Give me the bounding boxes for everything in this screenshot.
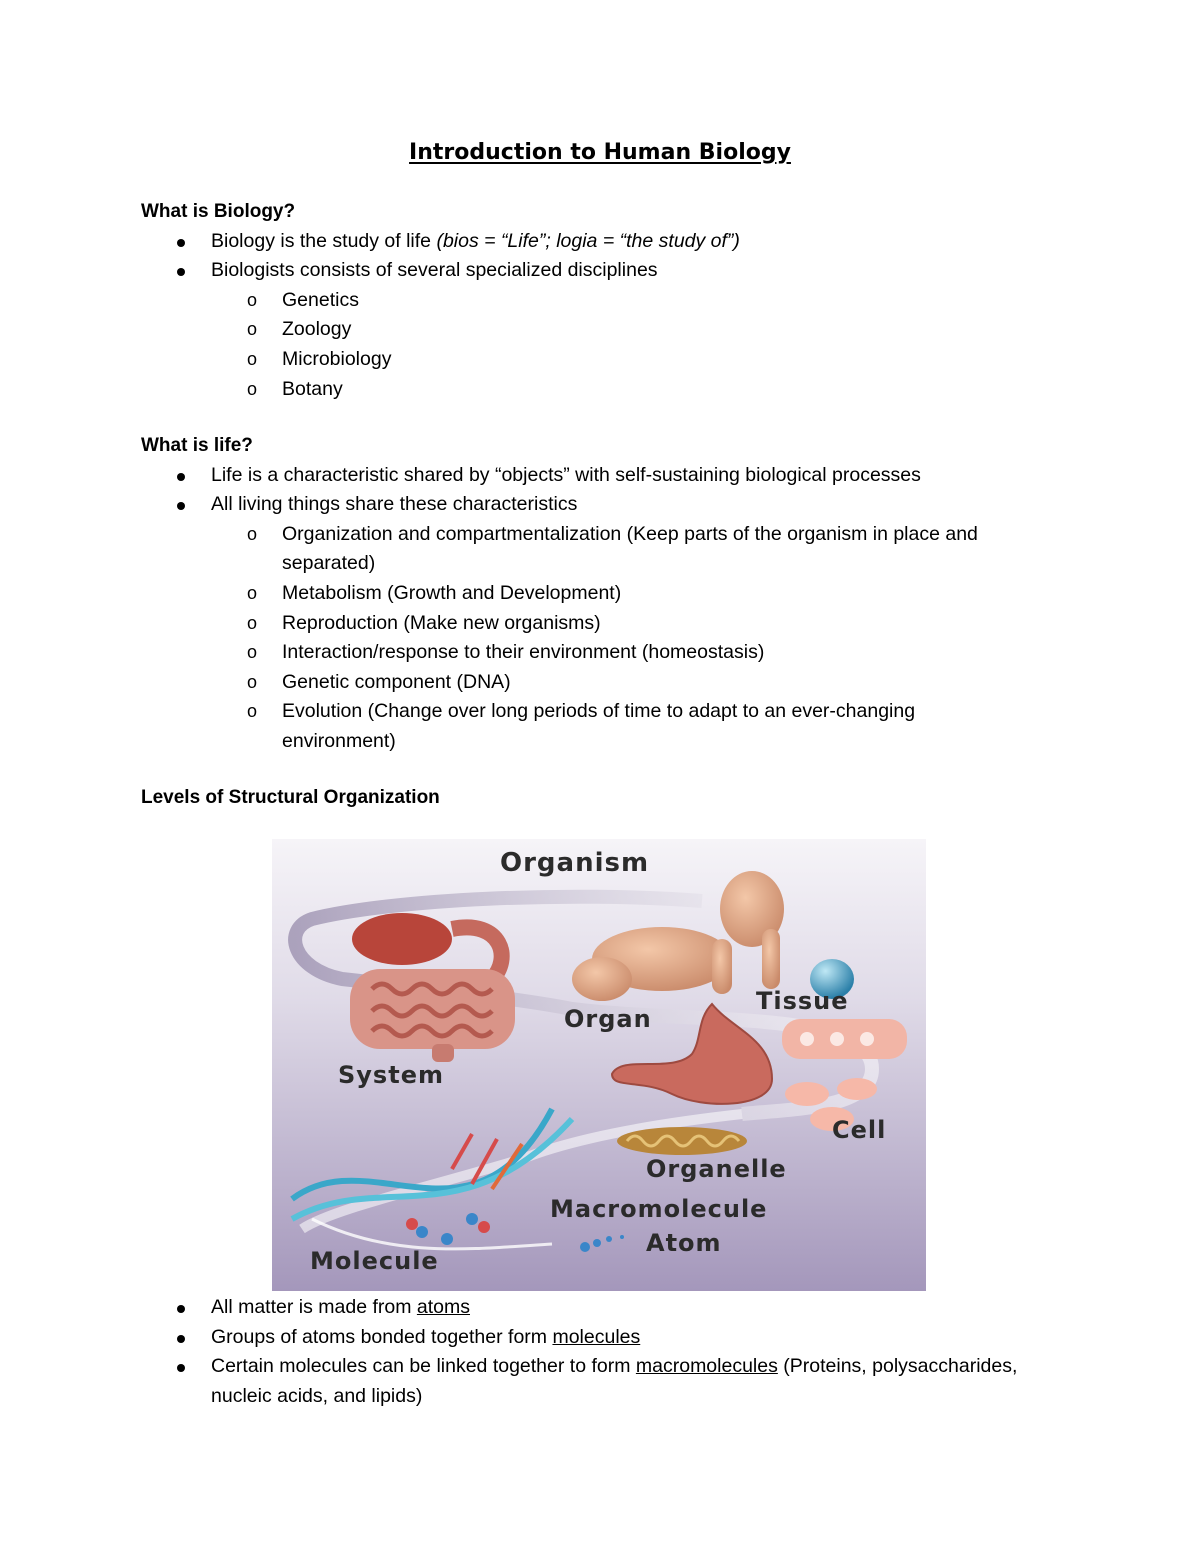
list-item: o Zoology — [247, 318, 352, 341]
label-cell: Cell — [832, 1116, 887, 1144]
bullet-list — [141, 1293, 1021, 1411]
label-organism: Organism — [500, 848, 650, 878]
discipline-genetics: Genetics — [282, 288, 359, 311]
tissue-icon — [782, 1019, 907, 1059]
term-macromolecules: macromolecules — [635, 1355, 778, 1378]
discipline-list — [141, 286, 740, 404]
bullet-text: Biologists consists of several specialized disciplines — [211, 259, 658, 282]
list-item — [141, 1352, 1021, 1411]
bullet-list — [141, 227, 740, 286]
list-item: o Genetics — [247, 288, 359, 311]
list-item — [141, 227, 740, 257]
list-item — [141, 490, 1071, 520]
label-organelle: Organelle — [646, 1155, 787, 1183]
bullet-text: Biology is the study of life — [211, 229, 437, 252]
label-molecule: Molecule — [310, 1247, 439, 1275]
section-levels — [141, 783, 440, 813]
label-tissue: Tissue — [756, 987, 849, 1015]
list-item: o Organization and compartmentalization (Keep parts of the organism in place and separated) — [247, 522, 978, 575]
characteristic-text: Evolution (Change over long periods of time to adapt to an ever-changing environment) — [282, 700, 916, 752]
characteristic-text: Reproduction (Make new organisms) — [282, 611, 601, 634]
section-levels-bullets — [141, 1293, 1021, 1411]
list-item — [141, 1323, 1021, 1353]
characteristics-list — [141, 520, 1071, 757]
discipline-botany: Botany — [282, 377, 343, 400]
discipline-microbiology: Microbiology — [282, 347, 392, 370]
digestive-system-icon — [350, 913, 515, 1062]
etymology-text: (bios = “Life”; logia = “the study of”) — [436, 229, 740, 252]
section-heading: Levels of Structural Organization — [141, 787, 440, 808]
list-item: o Microbiology — [247, 347, 392, 370]
term-molecules: molecules — [552, 1325, 641, 1348]
bullet-list — [141, 461, 1071, 520]
bullet-text: Certain molecules can be linked together to form — [211, 1355, 636, 1378]
list-item — [141, 256, 740, 286]
list-item — [141, 1293, 1021, 1323]
mitochondrion-icon — [617, 1127, 747, 1155]
label-system: System — [338, 1061, 444, 1089]
discipline-zoology: Zoology — [282, 318, 352, 341]
characteristic-text: Metabolism (Growth and Development) — [282, 581, 622, 604]
section-what-is-life — [141, 431, 1071, 757]
label-atom: Atom — [646, 1229, 722, 1257]
section-heading: What is life? — [141, 435, 253, 456]
list-item: o Botany — [247, 377, 343, 400]
bullet-text: (Proteins, polysaccharides, nucleic acids, and lipids) — [211, 1355, 1018, 1407]
list-item: o Evolution (Change over long periods of time to adapt to an ever-changing environment) — [247, 700, 916, 752]
characteristic-text: Genetic component (DNA) — [282, 670, 511, 693]
list-item: o Metabolism (Growth and Development) — [247, 581, 622, 604]
list-item: o Genetic component (DNA) — [247, 670, 511, 693]
characteristic-text: Interaction/response to their environment (homeostasis) — [282, 641, 765, 664]
bullet-text: Groups of atoms bonded together form — [211, 1325, 553, 1348]
label-organ: Organ — [564, 1005, 652, 1033]
list-item: o Interaction/response to their environment (homeostasis) — [247, 641, 765, 664]
characteristic-text: Organization and compartmentalization (Keep parts of the organism in place and separated) — [282, 522, 978, 575]
figure-illustration — [272, 839, 926, 1291]
bullet-text: Life is a characteristic shared by “objects” with self-sustaining biological processes — [211, 463, 921, 486]
list-item — [141, 461, 1071, 491]
section-what-is-biology — [141, 197, 740, 404]
term-atoms: atoms — [416, 1296, 470, 1318]
levels-of-organization-figure — [272, 839, 926, 1291]
bullet-text: All matter is made from — [211, 1296, 417, 1318]
document-title: Introduction to Human Biology — [409, 140, 791, 165]
label-macromolecule: Macromolecule — [550, 1195, 768, 1223]
section-heading: What is Biology? — [141, 201, 296, 222]
list-item: o Reproduction (Make new organisms) — [247, 611, 601, 634]
bullet-text: All living things share these characteristics — [211, 493, 578, 516]
